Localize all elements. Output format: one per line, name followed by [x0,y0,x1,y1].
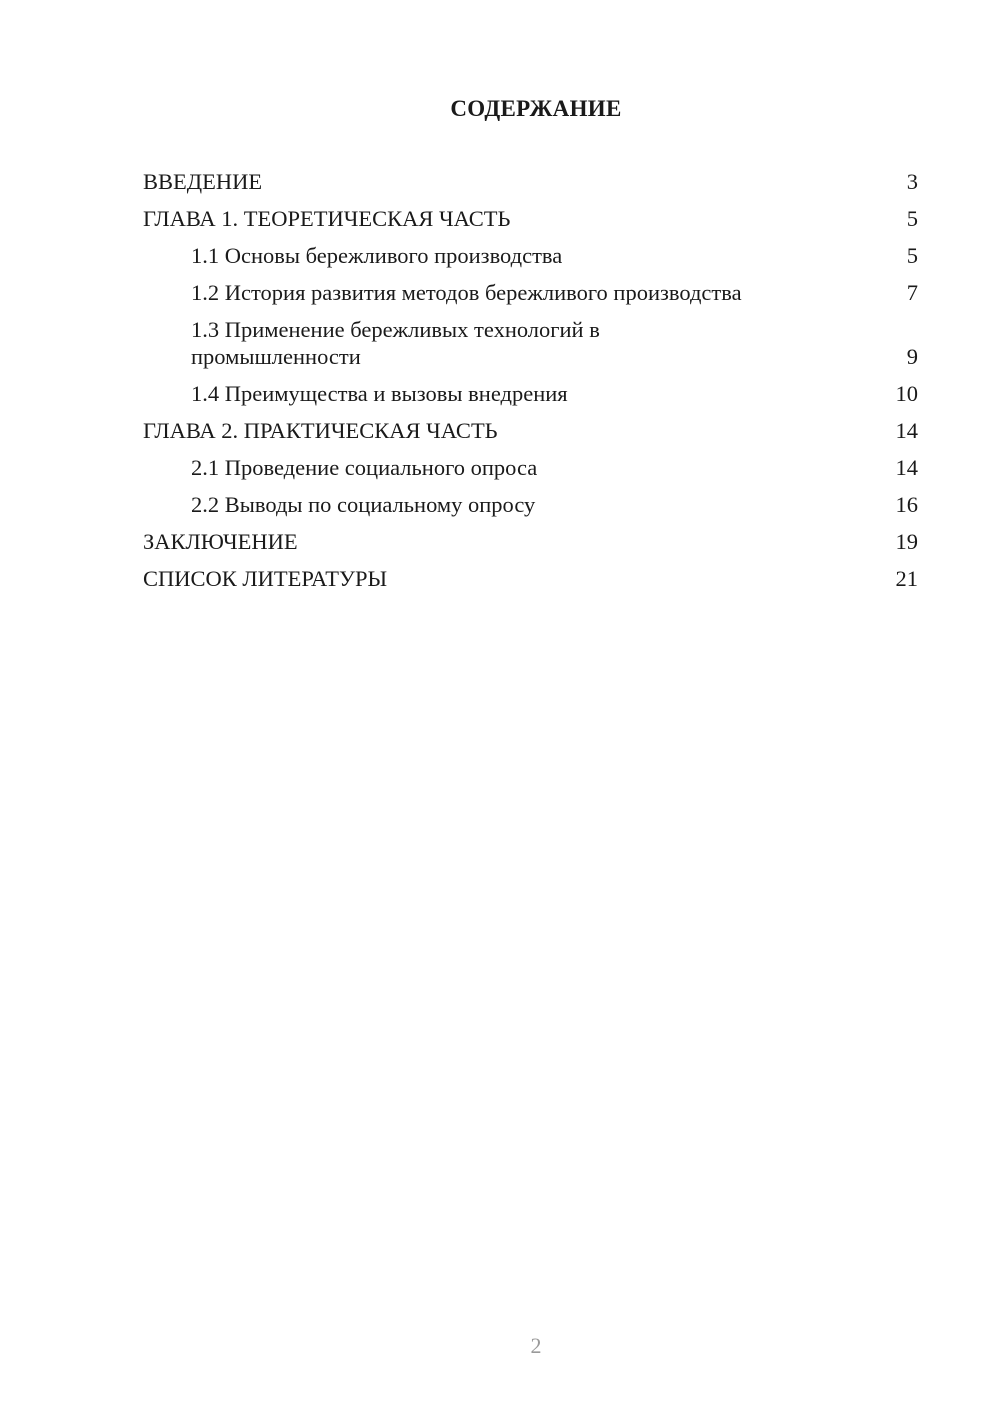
toc-entry-page: 3 [906,169,918,194]
toc-entry-page: 10 [895,381,918,406]
toc-entry-introduction[interactable] [143,168,918,195]
toc-entry-section-2-2[interactable] [143,491,918,518]
toc-entry-section-1-3[interactable] [143,316,918,370]
toc-entry-page: 5 [906,206,918,231]
toc-entry-chapter-1[interactable] [143,205,918,232]
toc-entry-page: 7 [906,280,918,305]
toc-entry-chapter-2[interactable] [143,417,918,444]
toc-entry-section-1-2[interactable] [143,279,918,306]
toc-entry-page: 14 [895,455,918,480]
toc-entry-section-1-4[interactable] [143,380,918,407]
toc-entry-references[interactable] [143,565,918,592]
toc-entry-label: 1.1 Основы бережливого производства [191,243,563,268]
toc-entry-page: 5 [906,243,918,268]
toc-entry-section-1-1[interactable] [143,242,918,269]
page-number: 2 [530,1333,542,1358]
toc-entry-section-2-1[interactable] [143,454,918,481]
toc-entry-page: 19 [895,529,918,554]
toc-entry-label: 1.3 Применение бережливых технологий в промышленности [191,317,600,369]
toc-entry-label: СПИСОК ЛИТЕРАТУРЫ [143,566,388,591]
toc-entry-label: ВВЕДЕНИЕ [143,169,263,194]
toc-entry-page: 21 [895,566,918,591]
toc-entry-label: ГЛАВА 2. ПРАКТИЧЕСКАЯ ЧАСТЬ [143,418,498,443]
toc-entry-label: 1.4 Преимущества и вызовы внедрения [191,381,568,406]
toc-entry-conclusion[interactable] [143,528,918,555]
toc-entry-page: 16 [895,492,918,517]
toc-entry-label: ГЛАВА 1. ТЕОРЕТИЧЕСКАЯ ЧАСТЬ [143,206,511,231]
toc-title: СОДЕРЖАНИЕ [450,96,622,121]
toc-entry-label: 1.2 История развития методов бережливого производства [191,280,742,305]
toc-entry-page: 14 [895,418,918,443]
toc-entry-label: 2.1 Проведение социального опроса [191,455,538,480]
toc-entry-label: ЗАКЛЮЧЕНИЕ [143,529,298,554]
toc-entry-page: 9 [906,344,918,369]
toc-entry-label: 2.2 Выводы по социальному опросу [191,492,536,517]
table-of-contents [143,168,918,602]
